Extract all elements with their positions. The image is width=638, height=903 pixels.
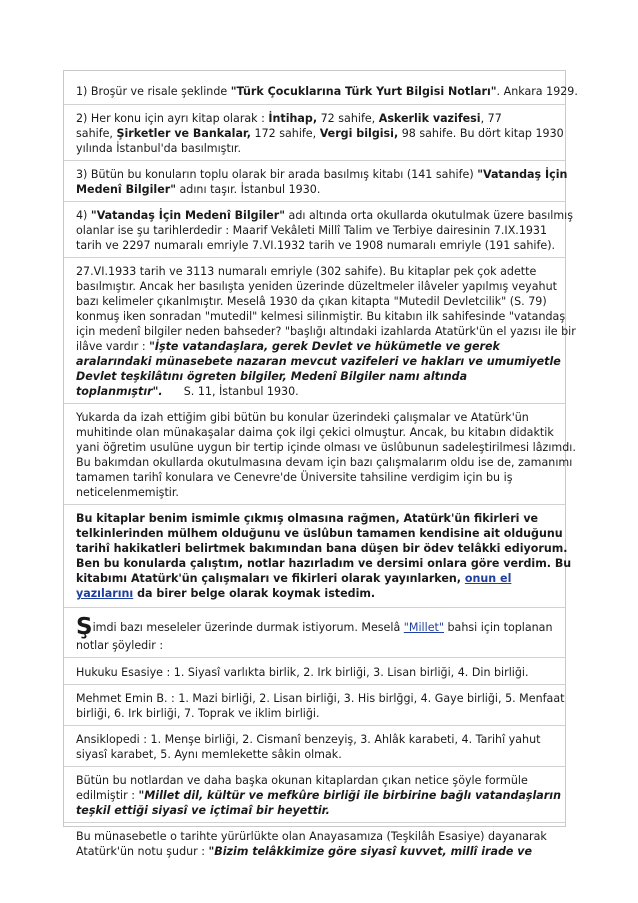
separator: [64, 657, 565, 658]
paragraph-5-line-1: 27.VI.1933 tarih ve 3113 numaralı emriyle (302 sahife). Bu kitaplar pek çok adette: [76, 265, 537, 278]
paragraph-7-line-1: Bu kitaplar benim ismimle çıkmış olmasına rağmen, Atatürk'ün fikirleri ve: [76, 512, 539, 525]
paragraph-10-line-1: Mehmet Emin B. : 1. Mazi birliği, 2. Lisan birliği, 3. His birlğgi, 4. Gaye birliği, 5. Menfaat: [76, 692, 565, 705]
paragraph-7-line-4: Ben bu konularda çalıştım, notlar hazırladım ve dersimi onlara göre verdim. Bu: [76, 557, 572, 570]
paragraph-7-line-2: telkinlerinden mülhem olduğunu ve üslûbun tamamen kendisine ait olduğunu: [76, 527, 563, 540]
separator: [64, 725, 565, 726]
p2-text: sahife,: [76, 127, 117, 140]
p4-text: 4): [76, 209, 91, 222]
paragraph-5-line-7: aralarındaki münasebete nazaran mevcut vazifeleri ve hakları ve umumiyetle: [76, 355, 561, 368]
paragraph-6-line-3: yani öğretim usulüne uygun bir tertip içinde olması ve üslûbunun sadeleştirilmesi lâzımdı.: [76, 441, 576, 454]
paragraph-7-line-6: [76, 586, 554, 601]
paragraph-5-line-5: için medenî bilgiler neden bahseder? "başlığı altındaki izahlarda Atatürk'ün el yazısı ile bir: [76, 325, 576, 338]
paragraph-12-line-1: Bütün bu notlardan ve daha başka okunan kitaplardan çıkan netice şöyle formüle: [76, 774, 528, 787]
p5-text: ilâve vardır :: [76, 340, 150, 353]
paragraph-4-line-1: [76, 208, 574, 223]
p7-text: kitabımı Atatürk'ün çalışmaları ve fikirleri olarak yayınlarken,: [76, 572, 465, 585]
p3-text: adını taşır. İstanbul 1930.: [175, 183, 321, 196]
p5-quote: toplanmıştır".: [76, 385, 163, 398]
paragraph-9: Hukuku Esasiye : 1. Siyasî varlıkta birlik, 2. Irk birliği, 3. Lisan birliği, 4. Din birliği.: [76, 666, 529, 679]
separator: [64, 684, 565, 685]
p1-bold-title: "Türk Çocuklarına Türk Yurt Bilgisi Notları": [230, 85, 497, 98]
p3-bold-title: "Vatandaş İçin: [477, 168, 568, 181]
paragraph-2-line-1: [76, 111, 554, 126]
paragraph-8-line-2: notlar şöyledir :: [76, 639, 164, 652]
separator: [64, 766, 565, 767]
paragraph-6-line-4: Bu bakımdan okullarda okutulmasına devam için bazı çalışmalarım oldu ise de, zamanımı: [76, 456, 573, 469]
drop-cap: Ş: [76, 614, 93, 640]
p4-bold-title: "Vatandaş İçin Medenî Bilgiler": [90, 209, 285, 222]
p7-text: da birer belge olarak koymak istedim.: [133, 587, 376, 600]
paragraph-5-line-3: bazı kelimeler çıkanlmıştır. Meselâ 1930 da çıkan kitapta "Mutedil Devletcilik" (S. 79): [76, 295, 547, 308]
paragraph-6-line-1: Yukarda da izah ettiğim gibi bütün bu konular üzerindeki çalışmalar ve Atatürk'ün: [76, 411, 529, 424]
paragraph-5-line-9: [76, 384, 554, 399]
p2-text: 72 sahife,: [317, 112, 379, 125]
paragraph-10-line-2: birliği, 6. Irk birliği, 7. Toprak ve iklim birliği.: [76, 707, 320, 720]
p2-bold-vergi: Vergi bilgisi,: [319, 127, 399, 140]
separator: [64, 403, 565, 404]
paragraph-5-line-6: [76, 339, 554, 354]
paragraph-3-line-1: [76, 167, 568, 182]
paragraph-6-line-5: tamamen tarihî konulara ve Cenevre'de Üniversite tahsiline verdigim için bu iş: [76, 471, 513, 484]
el-yazilari-link[interactable]: onun el: [464, 572, 512, 585]
p1-text: 1) Broşür ve risale şeklinde: [76, 85, 231, 98]
document-frame: [63, 70, 578, 858]
p4-text: adı altında orta okullarda okutulmak üzere basılmış: [285, 209, 574, 222]
p1-text-end: . Ankara 1929.: [496, 85, 578, 98]
p3-text: 3) Bütün bu konuların toplu olarak bir arada basılmış kitabı (141 sahife): [76, 168, 478, 181]
separator: [64, 257, 565, 258]
p5-source: S. 11, İstanbul 1930.: [162, 385, 299, 398]
p2-text: 2) Her konu için ayrı kitap olarak :: [76, 112, 269, 125]
separator: [64, 607, 565, 608]
p3-bold-title: Medenî Bilgiler": [76, 183, 176, 196]
p12-quote: "Millet dil, kültür ve mefkûre birliği ile birbirine bağlı vatandaşların: [138, 789, 561, 802]
paragraph-12-line-2: [76, 788, 561, 803]
paragraph-2-line-3: yılında İstanbul'da basılmıştır.: [76, 142, 241, 155]
p13-text: Atatürk'ün notu şudur :: [76, 845, 209, 858]
paragraph-6-line-6: neticelenmemiştir.: [76, 486, 179, 499]
paragraph-7-line-5: [76, 571, 554, 586]
paragraph-8-line-1: [76, 616, 554, 639]
paragraph-7-line-3: tarihî hakikatleri belirtmek bakımından bana düşen bir ödev telâkki ediyorum.: [76, 542, 568, 555]
paragraph-13-line-2: [76, 844, 554, 859]
paragraph-3-line-2: [76, 182, 554, 197]
separator: [64, 201, 565, 202]
paragraph-6-line-2: muhitinde olan münakaşalar daima çok ilgi çekici olmuştur. Ancak, bu kitabın didaktik: [76, 426, 554, 439]
p2-bold-intihap: İntihap,: [268, 112, 318, 125]
separator: [64, 160, 565, 161]
p2-bold-sirketler: Şirketler ve Bankalar,: [116, 127, 251, 140]
p12-text: edilmiştir :: [76, 789, 139, 802]
p13-quote: "Bizim telâkkimize göre siyasî kuvvet, millî irade ve: [208, 845, 533, 858]
paragraph-5-line-4: konmuş iken sonradan "mutedil" kelmesi silinmiştir. Bu kitabın ilk sahifesinde "vatandaş: [76, 310, 566, 323]
p5-quote: "İşte vatandaşlara, gerek Devlet ve hükümetle ve gerek: [149, 340, 500, 353]
paragraph-5-line-2: basılmıştır. Ancak her basılışta yeniden üzerinde düzeltmeler ilâveler yapılmış veyahut: [76, 280, 557, 293]
paragraph-11-line-2: siyasî karabet, 5. Aynı memlekette sâkin olmak.: [76, 748, 342, 761]
paragraph-1: [76, 84, 578, 99]
p8-text: imdi bazı meseleler üzerinde durmak istiyorum. Meselâ: [92, 621, 404, 634]
millet-link[interactable]: "Millet": [403, 621, 444, 634]
paragraph-2-line-2: [76, 126, 564, 141]
separator: [64, 504, 565, 505]
p2-bold-askerlik: Askerlik vazifesi: [378, 112, 481, 125]
paragraph-4-line-3: tarih ve 2297 numaralı emriyle 7.VI.1932 tarih ve 1908 numaralı emriyle (191 sahife).: [76, 239, 556, 252]
p2-text: , 77: [480, 112, 502, 125]
separator: [64, 822, 565, 823]
separator: [64, 104, 565, 105]
paragraph-5-line-8: Devlet teşkilâtını ögreten bilgiler, Medenî Bilgiler namı altında: [76, 370, 468, 383]
el-yazilari-link-cont[interactable]: yazılarını: [76, 587, 134, 600]
p8-text: bahsi için toplanan: [443, 621, 553, 634]
paragraph-12-line-3: teşkil ettiği siyasî ve içtimaî bir heyettir.: [76, 804, 330, 817]
paragraph-11-line-1: Ansiklopedi : 1. Menşe birliği, 2. Cismanî benzeyiş, 3. Ahlâk karabeti, 4. Tarihî yahut: [76, 733, 541, 746]
p2-text: 172 sahife,: [250, 127, 320, 140]
paragraph-13-line-1: Bu münasebetle o tarihte yürürlükte olan Anayasamıza (Teşkilâh Esasiye) dayanarak: [76, 830, 547, 843]
paragraph-4-line-2: olanlar ise şu tarihlerdedir : Maarif Vekâleti Millî Talim ve Terbiye dairesinin 7.IX.1931: [76, 224, 548, 237]
p2-text: 98 sahife. Bu dört kitap 1930: [398, 127, 564, 140]
